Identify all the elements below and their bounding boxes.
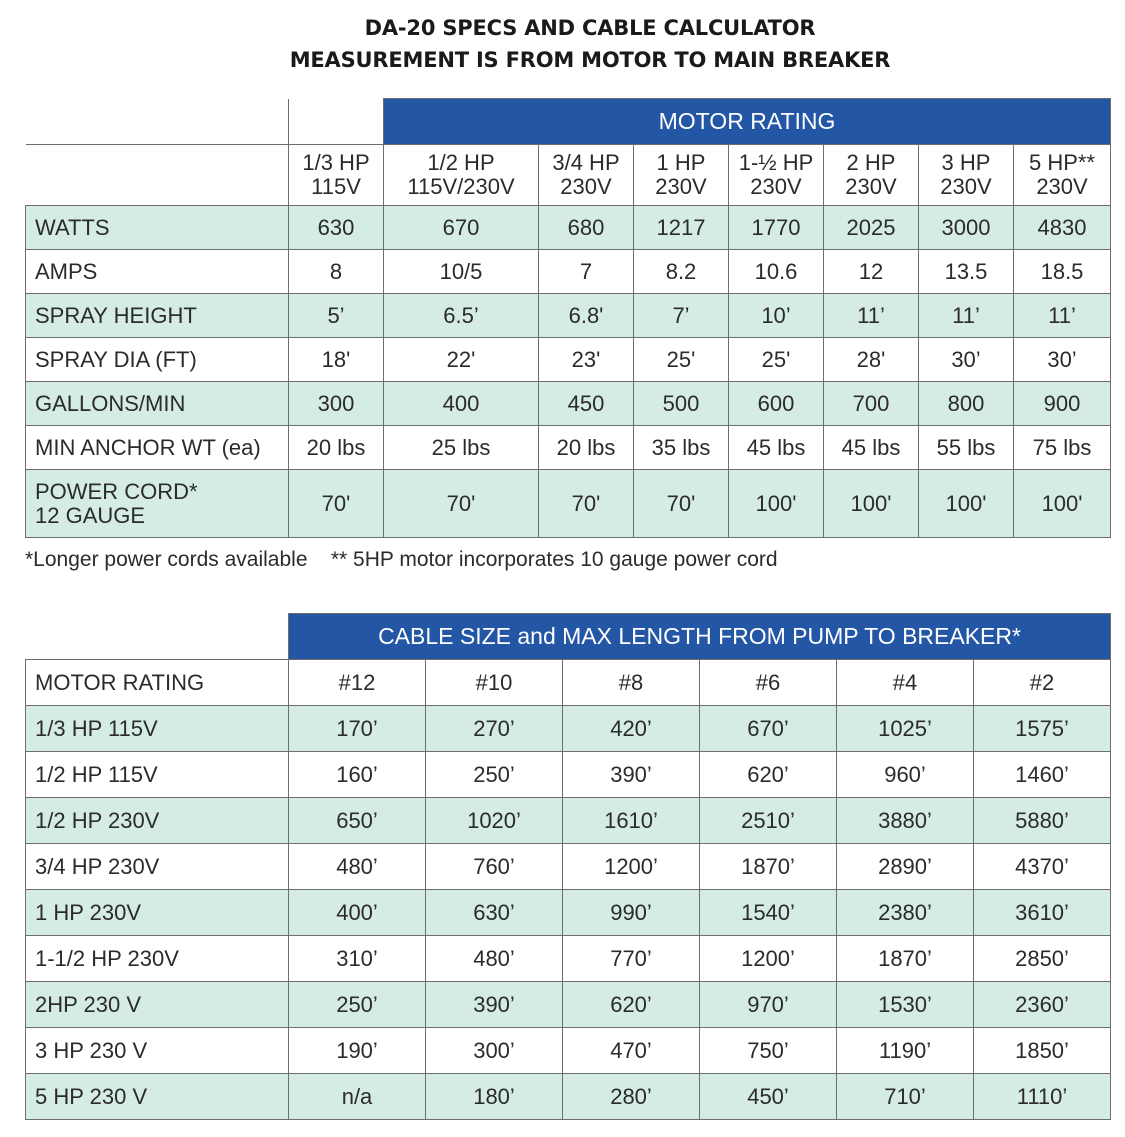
spec-value-cell: 400 <box>384 382 539 426</box>
power-cord-value-cell: 100' <box>729 470 824 538</box>
spec-row <box>26 206 1111 250</box>
power-cord-label-line2: 12 GAUGE <box>35 502 146 528</box>
spec-value-cell: 28' <box>824 338 919 382</box>
cable-value-cell: 420’ <box>563 706 700 752</box>
spec-value-cell: 8 <box>289 250 384 294</box>
motor-hp: 3 HP <box>941 150 991 175</box>
motor-hp: 1-½ HP <box>738 150 814 175</box>
spec-value-cell: 500 <box>634 382 729 426</box>
cable-row <box>26 982 1111 1028</box>
spec-value-cell: 450 <box>539 382 634 426</box>
motor-volts: 230V <box>845 174 897 199</box>
spec-value-cell: 75 lbs <box>1014 426 1111 470</box>
spec-value-cell: 20 lbs <box>289 426 384 470</box>
motor-rating-header: MOTOR RATING <box>26 660 289 706</box>
cable-value-cell: 250’ <box>426 752 563 798</box>
spec-value-cell: 700 <box>824 382 919 426</box>
spec-value-cell: 8.2 <box>634 250 729 294</box>
cable-value-cell: n/a <box>289 1074 426 1120</box>
cable-value-cell: 620’ <box>563 982 700 1028</box>
spec-value-cell: 30’ <box>1014 338 1111 382</box>
cable-row <box>26 936 1111 982</box>
motor-header-cell <box>1014 145 1111 206</box>
spec-value-cell: 30’ <box>919 338 1014 382</box>
motor-header-cell <box>289 145 384 206</box>
cable-row-label: 1/2 HP 230V <box>26 798 289 844</box>
cable-value-cell: 160’ <box>289 752 426 798</box>
cable-value-cell: 480’ <box>426 936 563 982</box>
specs-table <box>25 98 1111 538</box>
motor-volts: 230V <box>1036 174 1088 199</box>
spec-value-cell: 10/5 <box>384 250 539 294</box>
spec-value-cell: 35 lbs <box>634 426 729 470</box>
spec-value-cell: 13.5 <box>919 250 1014 294</box>
spec-table-corner-3 <box>26 145 289 206</box>
cable-value-cell: 1870’ <box>837 936 974 982</box>
cable-value-cell: 2360’ <box>974 982 1111 1028</box>
cable-value-cell: 5880’ <box>974 798 1111 844</box>
spec-value-cell: 2025 <box>824 206 919 250</box>
cable-value-cell: 1020’ <box>426 798 563 844</box>
gauge-header-cell: #8 <box>563 660 700 706</box>
motor-header-cell <box>539 145 634 206</box>
cable-value-cell: 250’ <box>289 982 426 1028</box>
cable-value-cell: 1540’ <box>700 890 837 936</box>
motor-volts: 230V <box>655 174 707 199</box>
cable-value-cell: 300’ <box>426 1028 563 1074</box>
cable-value-cell: 390’ <box>563 752 700 798</box>
cable-row-label: 3 HP 230 V <box>26 1028 289 1074</box>
power-cord-value-cell: 70' <box>539 470 634 538</box>
motor-header-cell <box>634 145 729 206</box>
cable-value-cell: 1025’ <box>837 706 974 752</box>
cable-row <box>26 706 1111 752</box>
cable-value-cell: 1870’ <box>700 844 837 890</box>
power-cord-label <box>26 470 289 538</box>
spec-row-label: WATTS <box>26 206 289 250</box>
cable-value-cell: 990’ <box>563 890 700 936</box>
cable-value-cell: 1110’ <box>974 1074 1111 1120</box>
spec-row <box>26 294 1111 338</box>
cable-size-band: CABLE SIZE and MAX LENGTH FROM PUMP TO BREAKER* <box>289 614 1111 660</box>
spec-value-cell: 18.5 <box>1014 250 1111 294</box>
spec-value-cell: 10’ <box>729 294 824 338</box>
cable-value-cell: 180’ <box>426 1074 563 1120</box>
cable-value-cell: 1530’ <box>837 982 974 1028</box>
spec-value-cell: 45 lbs <box>824 426 919 470</box>
cable-value-cell: 3880’ <box>837 798 974 844</box>
motor-hp: 2 HP <box>846 150 896 175</box>
cable-row <box>26 890 1111 936</box>
cable-value-cell: 710’ <box>837 1074 974 1120</box>
spec-row-label: AMPS <box>26 250 289 294</box>
power-cord-value-cell: 100' <box>824 470 919 538</box>
power-cord-value-cell: 70' <box>634 470 729 538</box>
cable-value-cell: 480’ <box>289 844 426 890</box>
cable-row-label: 1/2 HP 115V <box>26 752 289 798</box>
cable-value-cell: 750’ <box>700 1028 837 1074</box>
cable-value-cell: 450’ <box>700 1074 837 1120</box>
power-cord-value-cell: 70' <box>384 470 539 538</box>
power-cord-value-cell: 100' <box>1014 470 1111 538</box>
cable-table <box>25 613 1111 1120</box>
power-cord-value-cell: 70' <box>289 470 384 538</box>
motor-volts: 115V <box>311 174 361 199</box>
gauge-header-cell: #2 <box>974 660 1111 706</box>
cable-value-cell: 960’ <box>837 752 974 798</box>
gauge-header-cell: #10 <box>426 660 563 706</box>
spec-row-label: SPRAY HEIGHT <box>26 294 289 338</box>
spec-value-cell: 7’ <box>634 294 729 338</box>
cable-value-cell: 1200’ <box>563 844 700 890</box>
spec-value-cell: 18' <box>289 338 384 382</box>
gauge-header-cell: #6 <box>700 660 837 706</box>
spec-value-cell: 600 <box>729 382 824 426</box>
spec-value-cell: 11’ <box>1014 294 1111 338</box>
cable-value-cell: 970’ <box>700 982 837 1028</box>
cable-row-label: 1-1/2 HP 230V <box>26 936 289 982</box>
cable-value-cell: 2380’ <box>837 890 974 936</box>
cable-row <box>26 752 1111 798</box>
spec-value-cell: 670 <box>384 206 539 250</box>
spec-row-label: GALLONS/MIN <box>26 382 289 426</box>
spec-value-cell: 25' <box>729 338 824 382</box>
cable-row-label: 1 HP 230V <box>26 890 289 936</box>
motor-volts: 230V <box>940 174 992 199</box>
gauge-header-cell: #12 <box>289 660 426 706</box>
cable-table-corner <box>26 614 289 660</box>
spec-row <box>26 426 1111 470</box>
spec-value-cell: 800 <box>919 382 1014 426</box>
spec-value-cell: 680 <box>539 206 634 250</box>
spec-value-cell: 45 lbs <box>729 426 824 470</box>
motor-header-cell <box>919 145 1014 206</box>
motor-volts: 230V <box>750 174 802 199</box>
cable-value-cell: 3610’ <box>974 890 1111 936</box>
cable-value-cell: 390’ <box>426 982 563 1028</box>
cable-value-cell: 1200’ <box>700 936 837 982</box>
spec-value-cell: 22' <box>384 338 539 382</box>
cable-value-cell: 190’ <box>289 1028 426 1074</box>
cable-value-cell: 400’ <box>289 890 426 936</box>
cable-row-label: 5 HP 230 V <box>26 1074 289 1120</box>
cable-value-cell: 2510’ <box>700 798 837 844</box>
cable-value-cell: 270’ <box>426 706 563 752</box>
motor-header-row <box>26 145 1111 206</box>
cable-row-label: 2HP 230 V <box>26 982 289 1028</box>
cable-row <box>26 844 1111 890</box>
spec-value-cell: 1770 <box>729 206 824 250</box>
spec-value-cell: 11’ <box>824 294 919 338</box>
motor-hp: 1 HP <box>656 150 706 175</box>
spec-value-cell: 900 <box>1014 382 1111 426</box>
motor-hp: 1/2 HP <box>427 150 495 175</box>
power-cord-row <box>26 470 1111 538</box>
motor-volts: 230V <box>560 174 612 199</box>
spec-value-cell: 300 <box>289 382 384 426</box>
motor-volts: 115V/230V <box>407 174 515 199</box>
cable-value-cell: 620’ <box>700 752 837 798</box>
spec-value-cell: 25 lbs <box>384 426 539 470</box>
cable-row-label: 3/4 HP 230V <box>26 844 289 890</box>
gauge-header-row <box>26 660 1111 706</box>
motor-header-cell <box>824 145 919 206</box>
spec-value-cell: 3000 <box>919 206 1014 250</box>
spec-value-cell: 4830 <box>1014 206 1111 250</box>
spec-value-cell: 55 lbs <box>919 426 1014 470</box>
cable-value-cell: 280’ <box>563 1074 700 1120</box>
cable-value-cell: 1610’ <box>563 798 700 844</box>
spec-value-cell: 12 <box>824 250 919 294</box>
cable-value-cell: 770’ <box>563 936 700 982</box>
spec-value-cell: 11’ <box>919 294 1014 338</box>
cable-value-cell: 670’ <box>700 706 837 752</box>
motor-rating-band: MOTOR RATING <box>384 99 1111 145</box>
spec-value-cell: 5’ <box>289 294 384 338</box>
cable-value-cell: 1460’ <box>974 752 1111 798</box>
spec-value-cell: 23' <box>539 338 634 382</box>
footnote: *Longer power cords available ** 5HP motor incorporates 10 gauge power cord <box>25 548 778 571</box>
cable-value-cell: 310’ <box>289 936 426 982</box>
motor-hp: 1/3 HP <box>302 150 370 175</box>
motor-header-cell <box>384 145 539 206</box>
spec-row-label: SPRAY DIA (FT) <box>26 338 289 382</box>
power-cord-value-cell: 100' <box>919 470 1014 538</box>
spec-row <box>26 338 1111 382</box>
cable-value-cell: 650’ <box>289 798 426 844</box>
power-cord-label-line1: POWER CORD* <box>35 478 198 504</box>
spec-value-cell: 10.6 <box>729 250 824 294</box>
gauge-header-cell: #4 <box>837 660 974 706</box>
spec-value-cell: 6.5’ <box>384 294 539 338</box>
cable-value-cell: 170’ <box>289 706 426 752</box>
spec-row-label: MIN ANCHOR WT (ea) <box>26 426 289 470</box>
cable-value-cell: 630’ <box>426 890 563 936</box>
motor-hp: 5 HP** <box>1028 150 1096 175</box>
spec-value-cell: 1217 <box>634 206 729 250</box>
cable-value-cell: 2890’ <box>837 844 974 890</box>
spec-value-cell: 20 lbs <box>539 426 634 470</box>
cable-row <box>26 1028 1111 1074</box>
cable-value-cell: 4370’ <box>974 844 1111 890</box>
cable-value-cell: 1190’ <box>837 1028 974 1074</box>
spec-value-cell: 25' <box>634 338 729 382</box>
cable-row-label: 1/3 HP 115V <box>26 706 289 752</box>
spec-value-cell: 6.8' <box>539 294 634 338</box>
motor-header-cell <box>729 145 824 206</box>
cable-row <box>26 798 1111 844</box>
cable-value-cell: 1850’ <box>974 1028 1111 1074</box>
spec-value-cell: 7 <box>539 250 634 294</box>
page-subtitle: MEASUREMENT IS FROM MOTOR TO MAIN BREAKER <box>289 48 891 72</box>
cable-value-cell: 760’ <box>426 844 563 890</box>
spec-value-cell: 630 <box>289 206 384 250</box>
spec-table-corner <box>26 99 289 145</box>
cable-value-cell: 2850’ <box>974 936 1111 982</box>
spec-table-corner-2 <box>289 99 384 145</box>
spec-row <box>26 250 1111 294</box>
cable-row <box>26 1074 1111 1120</box>
page-title: DA-20 SPECS AND CABLE CALCULATOR <box>364 16 816 40</box>
cable-value-cell: 470’ <box>563 1028 700 1074</box>
spec-row <box>26 382 1111 426</box>
motor-hp: 3/4 HP <box>552 150 620 175</box>
cable-value-cell: 1575’ <box>974 706 1111 752</box>
